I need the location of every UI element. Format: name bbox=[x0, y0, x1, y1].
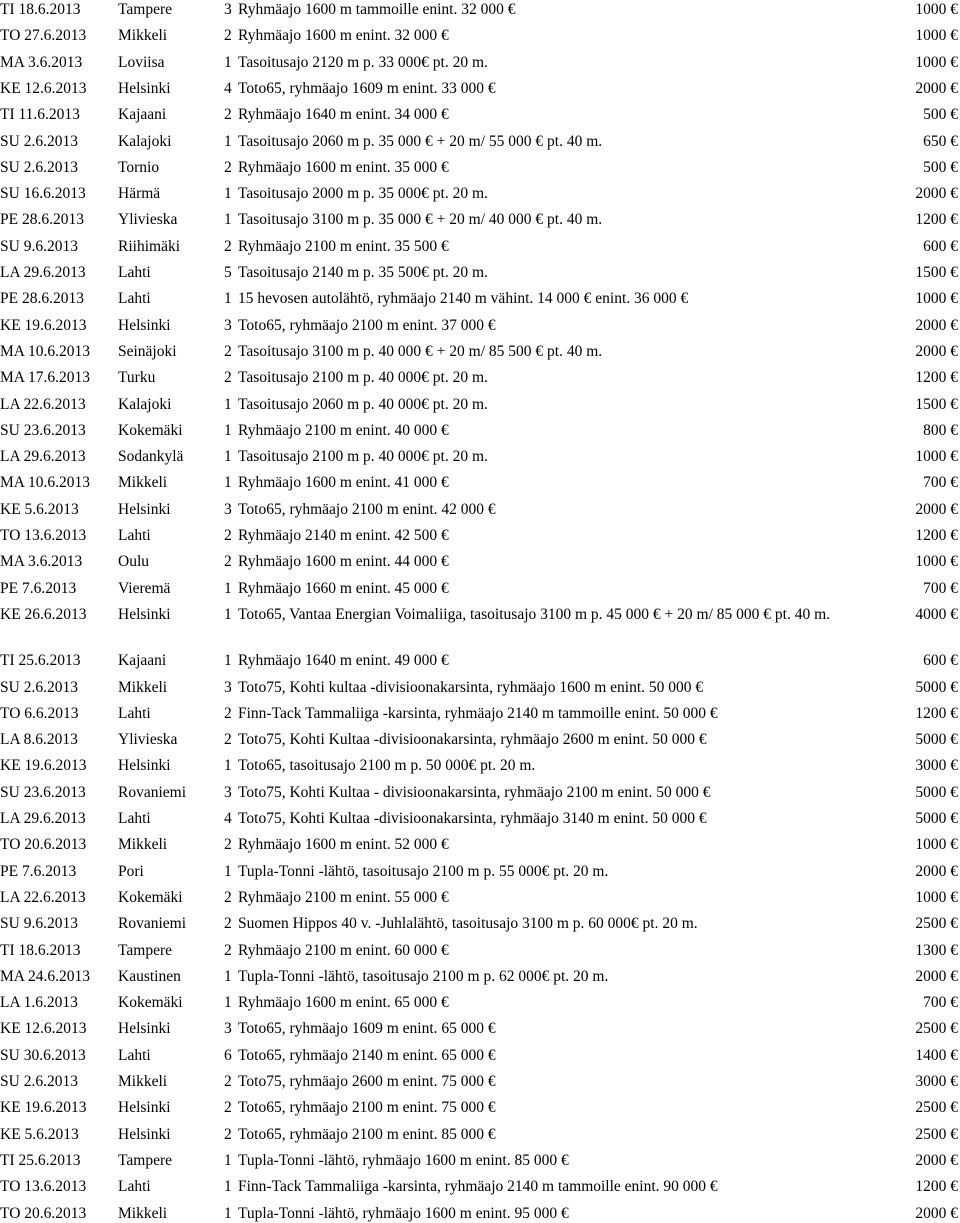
race-location: Tampere bbox=[118, 1151, 172, 1169]
race-date: SU 2.6.2013 bbox=[0, 678, 78, 696]
race-date: TI 18.6.2013 bbox=[0, 941, 81, 959]
race-number: 2 bbox=[224, 1099, 232, 1117]
race-prize: 500 € bbox=[923, 106, 958, 124]
race-number: 2 bbox=[224, 1073, 232, 1090]
race-prize: 1200 € bbox=[915, 211, 958, 229]
race-date: MA 24.6.2013 bbox=[0, 967, 90, 985]
race-prize: 1200 € bbox=[915, 1178, 958, 1196]
race-description: Toto75, Kohti Kultaa -divisioonakarsinta, ryhmäajo 2600 m enint. 50 000 € bbox=[238, 731, 707, 749]
race-prize: 4000 € bbox=[915, 605, 958, 623]
race-description: Ryhmäajo 1600 m enint. 41 000 € bbox=[238, 474, 449, 492]
race-date: LA 22.6.2013 bbox=[0, 395, 86, 413]
race-description: Ryhmäajo 2100 m enint. 35 500 € bbox=[238, 237, 449, 255]
race-description: Ryhmäajo 2100 m enint. 60 000 € bbox=[238, 941, 449, 959]
race-location: Tampere bbox=[118, 1, 172, 18]
race-location: Ylivieska bbox=[118, 731, 178, 749]
race-number: 1 bbox=[224, 994, 232, 1012]
race-location: Vieremä bbox=[118, 579, 171, 597]
race-prize: 2500 € bbox=[915, 1099, 958, 1117]
race-location: Mikkeli bbox=[118, 836, 168, 854]
race-prize: 2000 € bbox=[915, 316, 958, 334]
race-location: Lahti bbox=[118, 1178, 151, 1196]
race-location: Oulu bbox=[118, 553, 149, 571]
race-location: Lahti bbox=[118, 290, 151, 308]
race-description: Toto65, ryhmäajo 2140 m enint. 65 000 € bbox=[238, 1046, 496, 1064]
race-description: Ryhmäajo 1640 m enint. 49 000 € bbox=[238, 652, 449, 670]
race-number: 1 bbox=[224, 1178, 232, 1196]
race-date: LA 29.6.2013 bbox=[0, 264, 86, 281]
race-number: 1 bbox=[224, 53, 232, 71]
race-description: Ryhmäajo 2100 m enint. 55 000 € bbox=[238, 888, 449, 906]
race-location: Helsinki bbox=[118, 1125, 171, 1143]
race-description: Tasoitusajo 3100 m p. 35 000 € + 20 m/ 40 000 € pt. 40 m. bbox=[238, 211, 603, 229]
race-description: Toto75, Kohti kultaa -divisioonakarsinta, ryhmäajo 1600 m enint. 50 000 € bbox=[238, 678, 704, 696]
race-number: 1 bbox=[224, 579, 232, 597]
race-prize: 1200 € bbox=[915, 527, 958, 544]
race-number: 6 bbox=[224, 1046, 232, 1064]
race-number: 2 bbox=[224, 1125, 232, 1143]
race-location: Lahti bbox=[118, 264, 151, 281]
race-number: 2 bbox=[224, 888, 232, 906]
race-description: Tasoitusajo 2060 m p. 35 000 € + 20 m/ 55 000 € pt. 40 m. bbox=[238, 132, 603, 150]
race-location: Lahti bbox=[118, 1046, 151, 1064]
race-location: Rovaniemi bbox=[118, 783, 187, 801]
race-number: 3 bbox=[224, 500, 232, 518]
race-prize: 1400 € bbox=[915, 1046, 958, 1064]
race-prize: 1500 € bbox=[915, 264, 958, 281]
race-number: 2 bbox=[224, 342, 232, 360]
race-prize: 700 € bbox=[923, 474, 958, 492]
race-date: PE 28.6.2013 bbox=[0, 290, 84, 308]
race-description: 15 hevosen autolähtö, ryhmäajo 2140 m vähint. 14 000 € enint. 36 000 € bbox=[238, 290, 689, 308]
race-description: Tupla-Tonni -lähtö, tasoitusajo 2100 m p. 55 000€ pt. 20 m. bbox=[238, 862, 609, 880]
race-prize: 650 € bbox=[923, 132, 958, 150]
race-location: Lahti bbox=[118, 810, 151, 827]
race-date: TI 25.6.2013 bbox=[0, 652, 81, 670]
race-date: MA 17.6.2013 bbox=[0, 369, 90, 387]
race-description: Tasoitusajo 2060 m p. 40 000€ pt. 20 m. bbox=[238, 395, 488, 413]
race-location: Lahti bbox=[118, 704, 151, 722]
race-location: Helsinki bbox=[118, 757, 171, 775]
race-date: PE 28.6.2013 bbox=[0, 211, 84, 229]
race-prize: 5000 € bbox=[915, 731, 958, 749]
race-date: MA 3.6.2013 bbox=[0, 53, 83, 71]
race-location: Pori bbox=[118, 862, 144, 880]
race-date: KE 5.6.2013 bbox=[0, 500, 79, 518]
race-date: TI 11.6.2013 bbox=[0, 106, 80, 124]
race-description: Toto65, Vantaa Energian Voimaliiga, tasoitusajo 3100 m p. 45 000 € + 20 m/ 85 000 € pt. 40 m. bbox=[238, 605, 831, 623]
race-location: Mikkeli bbox=[118, 1204, 168, 1222]
race-prize: 700 € bbox=[923, 994, 958, 1012]
race-prize: 2500 € bbox=[915, 1125, 958, 1143]
race-number: 4 bbox=[224, 810, 232, 827]
race-number: 1 bbox=[224, 652, 232, 670]
race-date: PE 7.6.2013 bbox=[0, 862, 77, 880]
race-number: 1 bbox=[224, 290, 232, 308]
race-location: Helsinki bbox=[118, 1020, 171, 1038]
race-prize: 2000 € bbox=[915, 1151, 958, 1169]
race-location: Kajaani bbox=[118, 652, 167, 670]
race-date: KE 19.6.2013 bbox=[0, 1099, 87, 1117]
race-description: Ryhmäajo 1600 m enint. 32 000 € bbox=[238, 27, 449, 45]
race-description: Finn-Tack Tammaliiga -karsinta, ryhmäajo 2140 m tammoille enint. 90 000 € bbox=[238, 1178, 718, 1196]
race-location: Helsinki bbox=[118, 1099, 171, 1117]
race-location: Tornio bbox=[118, 158, 160, 176]
race-prize: 600 € bbox=[923, 652, 958, 670]
race-date: SU 16.6.2013 bbox=[0, 185, 86, 203]
race-description: Tupla-Tonni -lähtö, ryhmäajo 1600 m enint. 95 000 € bbox=[238, 1204, 569, 1222]
race-description: Toto75, Kohti Kultaa -divisioonakarsinta, ryhmäajo 3140 m enint. 50 000 € bbox=[238, 810, 707, 827]
race-date: SU 2.6.2013 bbox=[0, 1073, 78, 1090]
race-prize: 1300 € bbox=[915, 941, 958, 959]
race-number: 2 bbox=[224, 553, 232, 571]
race-date: MA 10.6.2013 bbox=[0, 342, 90, 360]
race-number: 1 bbox=[224, 421, 232, 439]
race-description: Tasoitusajo 3100 m p. 40 000 € + 20 m/ 85 500 € pt. 40 m. bbox=[238, 342, 603, 360]
race-description: Toto65, ryhmäajo 2100 m enint. 85 000 € bbox=[238, 1125, 496, 1143]
race-location: Helsinki bbox=[118, 605, 171, 623]
race-number: 2 bbox=[224, 27, 232, 45]
race-location: Kaustinen bbox=[118, 967, 181, 985]
race-location: Mikkeli bbox=[118, 474, 168, 492]
race-number: 2 bbox=[224, 106, 232, 124]
race-date: LA 8.6.2013 bbox=[0, 731, 78, 749]
race-prize: 1000 € bbox=[915, 448, 958, 466]
race-location: Ylivieska bbox=[118, 211, 178, 229]
race-date: MA 10.6.2013 bbox=[0, 474, 90, 492]
race-date: TI 18.6.2013 bbox=[0, 1, 81, 18]
race-date: KE 19.6.2013 bbox=[0, 316, 87, 334]
race-prize: 1000 € bbox=[915, 888, 958, 906]
race-number: 1 bbox=[224, 967, 232, 985]
race-date: TO 13.6.2013 bbox=[0, 527, 87, 544]
race-location: Kajaani bbox=[118, 106, 167, 124]
race-prize: 2500 € bbox=[915, 915, 958, 933]
race-prize: 5000 € bbox=[915, 678, 958, 696]
race-number: 1 bbox=[224, 1204, 232, 1222]
race-number: 3 bbox=[224, 316, 232, 334]
race-location: Kokemäki bbox=[118, 888, 183, 906]
race-date: KE 5.6.2013 bbox=[0, 1125, 79, 1143]
race-location: Loviisa bbox=[118, 53, 165, 71]
race-description: Tupla-Tonni -lähtö, tasoitusajo 2100 m p. 62 000€ pt. 20 m. bbox=[238, 967, 609, 985]
race-number: 2 bbox=[224, 915, 232, 933]
race-number: 1 bbox=[224, 132, 232, 150]
race-prize: 1000 € bbox=[915, 836, 958, 854]
race-number: 2 bbox=[224, 527, 232, 544]
race-number: 2 bbox=[224, 941, 232, 959]
race-location: Turku bbox=[118, 369, 156, 387]
race-prize: 2000 € bbox=[915, 1204, 958, 1222]
race-description: Toto75, ryhmäajo 2600 m enint. 75 000 € bbox=[238, 1073, 496, 1090]
race-date: KE 12.6.2013 bbox=[0, 1020, 87, 1038]
race-date: TI 25.6.2013 bbox=[0, 1151, 81, 1169]
race-number: 1 bbox=[224, 757, 232, 775]
race-description: Toto65, ryhmäajo 2100 m enint. 75 000 € bbox=[238, 1099, 496, 1117]
race-number: 4 bbox=[224, 79, 232, 97]
race-date: LA 29.6.2013 bbox=[0, 448, 86, 466]
race-location: Helsinki bbox=[118, 500, 171, 518]
race-date: SU 30.6.2013 bbox=[0, 1046, 86, 1064]
race-number: 5 bbox=[224, 264, 232, 281]
race-prize: 2000 € bbox=[915, 500, 958, 518]
race-prize: 2000 € bbox=[915, 967, 958, 985]
race-prize: 5000 € bbox=[915, 783, 958, 801]
race-prize: 3000 € bbox=[915, 757, 958, 775]
race-description: Toto75, Kohti Kultaa - divisioonakarsinta, ryhmäajo 2100 m enint. 50 000 € bbox=[238, 783, 711, 801]
race-date: KE 26.6.2013 bbox=[0, 605, 87, 623]
race-date: SU 9.6.2013 bbox=[0, 237, 78, 255]
race-date: TO 20.6.2013 bbox=[0, 1204, 87, 1222]
race-description: Tasoitusajo 2100 m p. 40 000€ pt. 20 m. bbox=[238, 448, 488, 466]
race-description: Ryhmäajo 1600 m tammoille enint. 32 000 € bbox=[238, 1, 516, 18]
race-date: MA 3.6.2013 bbox=[0, 553, 83, 571]
race-date: LA 29.6.2013 bbox=[0, 810, 86, 827]
race-location: Seinäjoki bbox=[118, 342, 177, 360]
race-number: 2 bbox=[224, 704, 232, 722]
race-location: Lahti bbox=[118, 527, 151, 544]
race-date: KE 19.6.2013 bbox=[0, 757, 87, 775]
race-prize: 2000 € bbox=[915, 342, 958, 360]
race-prize: 1500 € bbox=[915, 395, 958, 413]
race-number: 2 bbox=[224, 158, 232, 176]
race-location: Helsinki bbox=[118, 79, 171, 97]
race-date: SU 23.6.2013 bbox=[0, 783, 86, 801]
race-description: Ryhmäajo 1600 m enint. 44 000 € bbox=[238, 553, 449, 571]
race-number: 1 bbox=[224, 185, 232, 203]
race-prize: 1000 € bbox=[915, 1, 958, 18]
race-number: 1 bbox=[224, 448, 232, 466]
race-number: 1 bbox=[224, 605, 232, 623]
race-location: Kokemäki bbox=[118, 421, 183, 439]
race-number: 2 bbox=[224, 369, 232, 387]
race-prize: 2000 € bbox=[915, 185, 958, 203]
race-description: Finn-Tack Tammaliiga -karsinta, ryhmäajo 2140 m tammoille enint. 50 000 € bbox=[238, 704, 718, 722]
race-location: Kalajoki bbox=[118, 395, 172, 413]
race-location: Helsinki bbox=[118, 316, 171, 334]
race-prize: 3000 € bbox=[915, 1073, 958, 1090]
race-prize: 1200 € bbox=[915, 369, 958, 387]
race-number: 1 bbox=[224, 1151, 232, 1169]
race-date: SU 23.6.2013 bbox=[0, 421, 86, 439]
race-description: Toto65, ryhmäajo 1609 m enint. 65 000 € bbox=[238, 1020, 496, 1038]
race-date: LA 22.6.2013 bbox=[0, 888, 86, 906]
race-date: TO 27.6.2013 bbox=[0, 27, 87, 45]
race-number: 1 bbox=[224, 474, 232, 492]
race-description: Tasoitusajo 2120 m p. 33 000€ pt. 20 m. bbox=[238, 53, 488, 71]
race-location: Mikkeli bbox=[118, 27, 168, 45]
race-description: Tupla-Tonni -lähtö, ryhmäajo 1600 m enint. 85 000 € bbox=[238, 1151, 569, 1169]
race-location: Kokemäki bbox=[118, 994, 183, 1012]
race-prize: 1000 € bbox=[915, 290, 958, 308]
race-location: Härmä bbox=[118, 185, 161, 203]
race-number: 1 bbox=[224, 862, 232, 880]
race-date: SU 2.6.2013 bbox=[0, 132, 78, 150]
race-location: Rovaniemi bbox=[118, 915, 187, 933]
race-description: Toto65, ryhmäajo 2100 m enint. 37 000 € bbox=[238, 316, 496, 334]
race-description: Ryhmäajo 1600 m enint. 65 000 € bbox=[238, 994, 449, 1012]
race-prize: 1000 € bbox=[915, 27, 958, 45]
race-number: 2 bbox=[224, 731, 232, 749]
race-date: SU 9.6.2013 bbox=[0, 915, 78, 933]
race-number: 2 bbox=[224, 237, 232, 255]
race-prize: 700 € bbox=[923, 579, 958, 597]
race-description: Suomen Hippos 40 v. -Juhlalähtö, tasoitusajo 3100 m p. 60 000€ pt. 20 m. bbox=[238, 915, 698, 933]
race-prize: 800 € bbox=[923, 421, 958, 439]
race-location: Mikkeli bbox=[118, 1073, 168, 1090]
race-date: TO 13.6.2013 bbox=[0, 1178, 87, 1196]
race-description: Ryhmäajo 1600 m enint. 35 000 € bbox=[238, 158, 449, 176]
race-description: Toto65, tasoitusajo 2100 m p. 50 000€ pt. 20 m. bbox=[238, 757, 536, 775]
race-description: Toto65, ryhmäajo 2100 m enint. 42 000 € bbox=[238, 500, 496, 518]
race-description: Toto65, ryhmäajo 1609 m enint. 33 000 € bbox=[238, 79, 496, 97]
race-description: Tasoitusajo 2100 m p. 40 000€ pt. 20 m. bbox=[238, 369, 488, 387]
race-number: 3 bbox=[224, 1020, 232, 1038]
race-prize: 1000 € bbox=[915, 553, 958, 571]
race-description: Tasoitusajo 2000 m p. 35 000€ pt. 20 m. bbox=[238, 185, 488, 203]
race-prize: 500 € bbox=[923, 158, 958, 176]
race-description: Ryhmäajo 2140 m enint. 42 500 € bbox=[238, 527, 449, 544]
race-location: Riihimäki bbox=[118, 237, 180, 255]
race-date: KE 12.6.2013 bbox=[0, 79, 87, 97]
race-date: TO 20.6.2013 bbox=[0, 836, 87, 854]
race-prize: 5000 € bbox=[915, 810, 958, 827]
race-location: Tampere bbox=[118, 941, 172, 959]
race-description: Tasoitusajo 2140 m p. 35 500€ pt. 20 m. bbox=[238, 264, 488, 281]
race-description: Ryhmäajo 1600 m enint. 52 000 € bbox=[238, 836, 449, 854]
race-number: 1 bbox=[224, 211, 232, 229]
race-number: 3 bbox=[224, 783, 232, 801]
race-date: LA 1.6.2013 bbox=[0, 994, 78, 1012]
race-date: TO 6.6.2013 bbox=[0, 704, 79, 722]
race-number: 3 bbox=[224, 1, 232, 18]
race-date: PE 7.6.2013 bbox=[0, 579, 77, 597]
race-prize: 2000 € bbox=[915, 862, 958, 880]
race-number: 1 bbox=[224, 395, 232, 413]
race-number: 2 bbox=[224, 836, 232, 854]
race-description: Ryhmäajo 2100 m enint. 40 000 € bbox=[238, 421, 449, 439]
race-prize: 600 € bbox=[923, 237, 958, 255]
race-location: Kalajoki bbox=[118, 132, 172, 150]
race-location: Sodankylä bbox=[118, 448, 184, 466]
race-number: 3 bbox=[224, 678, 232, 696]
race-description: Ryhmäajo 1660 m enint. 45 000 € bbox=[238, 579, 449, 597]
race-prize: 1200 € bbox=[915, 704, 958, 722]
race-date: SU 2.6.2013 bbox=[0, 158, 78, 176]
race-prize: 2500 € bbox=[915, 1020, 958, 1038]
race-location: Mikkeli bbox=[118, 678, 168, 696]
race-prize: 2000 € bbox=[915, 79, 958, 97]
race-description: Ryhmäajo 1640 m enint. 34 000 € bbox=[238, 106, 449, 124]
race-prize: 1000 € bbox=[915, 53, 958, 71]
